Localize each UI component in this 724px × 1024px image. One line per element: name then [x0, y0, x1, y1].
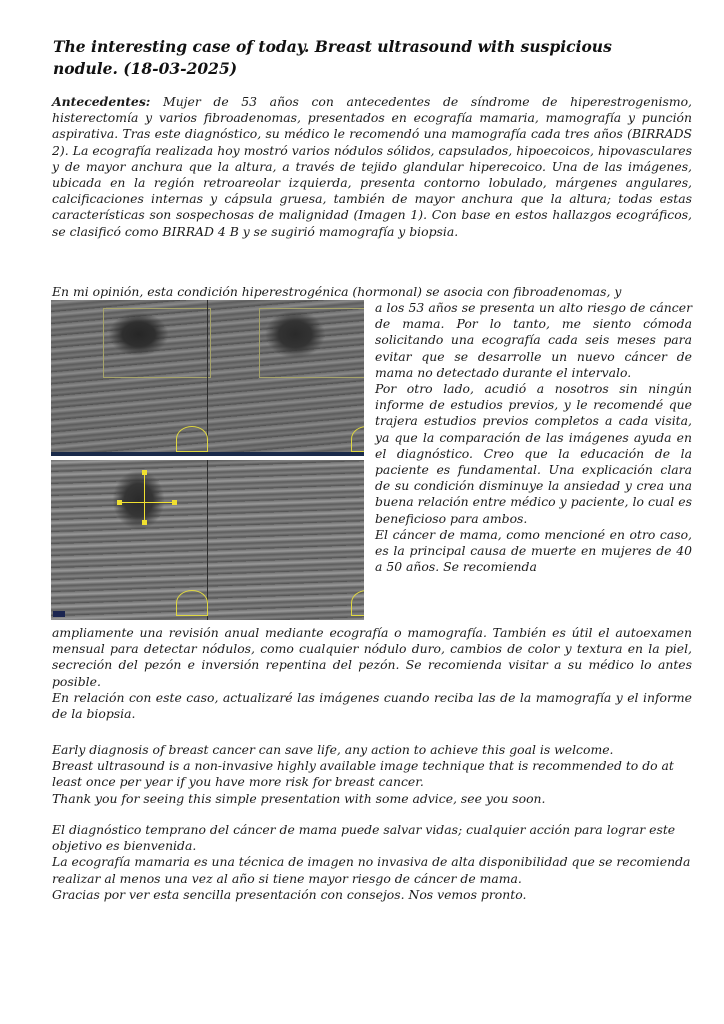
update-note-paragraph: En relación con este caso, actualizaré las imágenes cuando reciba las de la mamografía y el informe de la biopsia. — [52, 689, 692, 722]
opinion-continuation — [52, 625, 692, 722]
panel-divider — [207, 300, 208, 456]
caliper-marker-icon — [142, 470, 147, 475]
english-line: Early diagnosis of breast cancer can save life, any action to achieve this goal is welcome. — [52, 742, 614, 757]
ultrasound-figure — [51, 300, 364, 620]
ultrasound-status-bar — [51, 452, 364, 456]
scale-indicator-icon — [53, 611, 65, 617]
caliper-marker-icon — [172, 500, 177, 505]
antecedentes-text: Mujer de 53 años con antecedentes de síndrome de hiperestrogenismo, histerectomía y varios fibroadenomas, presentados en ecografía mamaria, mamografía y punción aspirativa. Tras este diagnóstico, su médico le recomendó una mamografía cada tres años (BIRRADS 2). La ecografía realizada hoy mostró varios nódulos sólidos, capsulados, hipoecoicos, hipovasculares y de mayor anchura que la altura, a través de tejido glandular hiperecoico. Una de las imágenes, ubicada en la región retroareolar izquierda, presenta contorno lobulado, márgenes angulares, calcificaciones internas y cápsula gruesa, también de mayor anchura que la altura; todas estas características son sospechosas de malignidad (Imagen 1). Con base en estos hallazgos ecográficos, se clasificó como BIRRAD 4 B y se sugirió mamografía y biopsia. — [52, 94, 692, 239]
spanish-summary — [52, 822, 692, 903]
english-line: Breast ultrasound is a non-invasive highly available image technique that is recommended to do at least once per year if you have more risk for breast cancer. — [52, 758, 674, 790]
ultrasound-image-top — [51, 300, 364, 456]
spanish-line: Gracias por ver esta sencilla presentación con consejos. Nos vemos pronto. — [52, 886, 527, 902]
opinion-side-column — [375, 300, 692, 575]
english-summary — [52, 742, 692, 807]
ultrasound-image-bottom — [51, 460, 364, 620]
probe-position-icon — [176, 590, 208, 616]
caliper-vertical-line — [144, 472, 145, 522]
opinion-first-line: En mi opinión, esta condición hiperestrogénica (hormonal) se asocia con fibroadenomas, y — [52, 284, 622, 299]
antecedentes-paragraph — [52, 94, 692, 240]
opinion-paragraph: Por otro lado, acudió a nosotros sin ningún informe de estudios previos, y le recomendé que trajera estudios previos completos a cada visita, ya que la comparación de las imágenes ayuda en el diagnóstico. Creo que la educación de la paciente es fundamental. Una explicación clara de su condición disminuye la ansiedad y crea una buena relación entre médico y paciente, lo cual es beneficioso para ambos. — [375, 381, 692, 526]
roi-box-left — [103, 308, 211, 378]
panel-divider — [207, 460, 208, 620]
caliper-marker-icon — [142, 520, 147, 525]
caliper-marker-icon — [117, 500, 122, 505]
english-line: Thank you for seeing this simple presentation with some advice, see you soon. — [52, 790, 546, 806]
probe-position-icon — [351, 426, 364, 452]
spanish-line: La ecografía mamaria es una técnica de imagen no invasiva de alta disponibilidad que se recomienda realizar al menos una vez al año si tiene mayor riesgo de cáncer de mama. — [52, 854, 691, 886]
recommendation-paragraph: ampliamente una revisión anual mediante ecografía o mamografía. También es útil el autoexamen mensual para detectar nódulos, como cualquier nódulo duro, cambios de color y textura en la piel, secreción del pezón e inversión repentina del pezón. Se recomienda visitar a su médico lo antes posible. — [52, 625, 692, 689]
spanish-line: El diagnóstico temprano del cáncer de mama puede salvar vidas; cualquier acción para lograr este objetivo es bienvenida. — [52, 822, 676, 854]
opinion-paragraph: a los 53 años se presenta un alto riesgo de cáncer de mama. Por lo tanto, me siento cómoda solicitando una ecografía cada seis meses para evitar que se desarrolle un nuevo cáncer de mama no detectado durante el intervalo. — [375, 300, 692, 380]
probe-position-icon — [351, 590, 364, 616]
roi-box-right — [259, 308, 364, 378]
probe-position-icon — [176, 426, 208, 452]
opinion-paragraph: El cáncer de mama, como mencioné en otro caso, es la principal causa de muerte en mujeres de 40 a 50 años. Se recomienda — [375, 526, 692, 575]
page-title: The interesting case of today. Breast ultrasound with suspicious nodule. (18-03-2025) — [53, 37, 612, 78]
caliper-horizontal-line — [119, 502, 175, 503]
antecedentes-label: Antecedentes: — [52, 94, 151, 109]
